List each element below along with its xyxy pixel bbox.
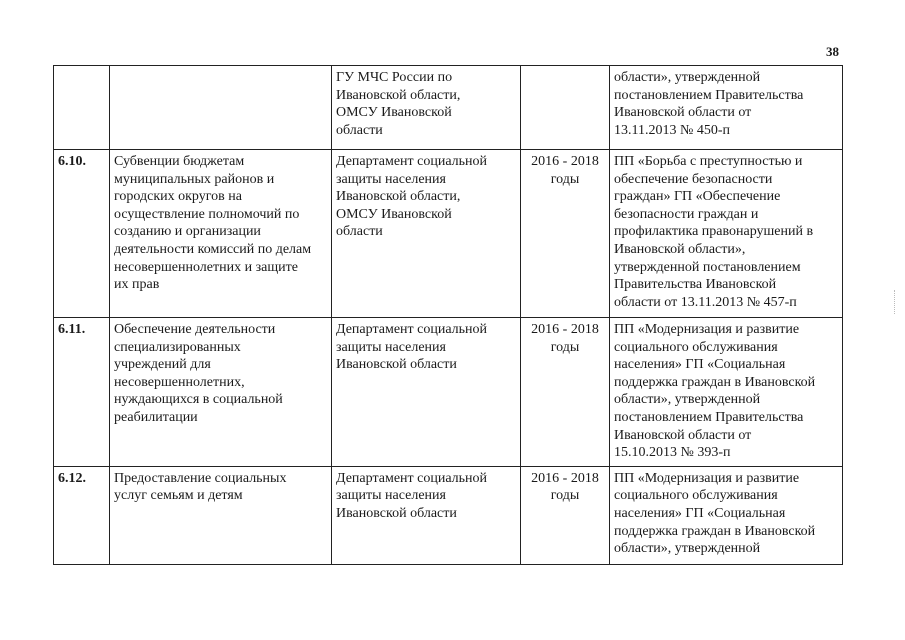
program-line: граждан» ГП «Обеспечение (614, 189, 781, 205)
executor-cell (332, 66, 521, 150)
term-line: 2016 - 2018 (531, 322, 599, 337)
description-line: деятельности комиссий по делам (114, 241, 312, 257)
executor-line: Департамент социальной (336, 154, 488, 169)
executor-cell (332, 318, 521, 467)
executor-line: области (336, 224, 383, 240)
program-line: социального обслуживания (614, 488, 778, 504)
scan-artifact (894, 290, 899, 314)
term-line: годы (550, 171, 580, 187)
program-line: постановлением Правительства (614, 87, 804, 103)
program-line: Правительства Ивановской (614, 277, 777, 293)
description-line: Обеспечение деятельности (114, 322, 276, 337)
term-cell (521, 466, 610, 564)
executor-line: ОМСУ Ивановской (336, 105, 452, 121)
executor-line: защиты населения (336, 488, 446, 504)
program-line: населения» ГП «Социальная (614, 357, 786, 373)
row-number-cell (54, 66, 110, 150)
description-cell (110, 318, 332, 467)
description-line: специализированных (114, 339, 241, 355)
executor-line: защиты населения (336, 339, 446, 355)
executor-line: Ивановской области (336, 505, 457, 521)
description-cell (110, 66, 332, 150)
program-line: области», утвержденной (614, 541, 761, 557)
program-line: Ивановской области от (614, 105, 752, 121)
table-row-continuation (54, 66, 843, 150)
executor-line: области (336, 122, 383, 138)
program-line: области», утвержденной (614, 70, 761, 85)
executor-line: Департамент социальной (336, 322, 488, 337)
description-line: учреждений для (114, 357, 211, 373)
table-row-6-11 (54, 318, 843, 467)
description-line: нуждающихся в социальной (114, 392, 283, 408)
row-number-cell: 6.12. (54, 466, 110, 564)
program-line: области», утвержденной (614, 392, 761, 408)
program-cell (610, 318, 843, 467)
program-cell (610, 66, 843, 150)
term-line: годы (550, 339, 580, 355)
measures-table (53, 65, 843, 565)
term-line: 2016 - 2018 (531, 154, 599, 169)
executor-line: Ивановской области (336, 357, 457, 373)
executor-line: Департамент социальной (336, 470, 488, 486)
row-number-cell: 6.11. (54, 318, 110, 467)
program-line: населения» ГП «Социальная (614, 505, 786, 521)
table-row-6-12 (54, 466, 843, 564)
table-row-6-10 (54, 150, 843, 318)
description-cell (110, 150, 332, 318)
program-line: профилактика правонарушений в (614, 224, 814, 240)
executor-cell (332, 466, 521, 564)
program-line: Ивановской области», (614, 241, 746, 257)
executor-line: ОМСУ Ивановской (336, 206, 452, 222)
term-cell (521, 66, 610, 150)
program-line: поддержка граждан в Ивановской (614, 523, 816, 539)
description-line: муниципальных районов и (114, 171, 275, 187)
description-line: Субвенции бюджетам (114, 154, 245, 169)
description-cell (110, 466, 332, 564)
description-line: осуществление полномочий по (114, 206, 300, 222)
description-line: услуг семьям и детям (114, 488, 243, 504)
executor-cell (332, 150, 521, 318)
description-line: Предоставление социальных (114, 470, 287, 486)
executor-line: Ивановской области, (336, 189, 461, 205)
program-line: ПП «Модернизация и развитие (614, 322, 800, 337)
description-line: созданию и организации (114, 224, 261, 240)
program-line: утвержденной постановлением (614, 259, 801, 275)
row-number-cell: 6.10. (54, 150, 110, 318)
description-line: их прав (114, 277, 160, 293)
description-line: городских округов на (114, 189, 242, 205)
program-line: социального обслуживания (614, 339, 778, 355)
executor-line: защиты населения (336, 171, 446, 187)
program-line: постановлением Правительства (614, 409, 804, 425)
program-line: 15.10.2013 № 393-п (614, 445, 731, 461)
program-line: 13.11.2013 № 450-п (614, 122, 730, 138)
program-line: обеспечение безопасности (614, 171, 773, 187)
program-cell (610, 466, 843, 564)
description-line: реабилитации (114, 409, 198, 425)
term-cell (521, 318, 610, 467)
term-line: 2016 - 2018 (531, 470, 599, 486)
page-number: 38 (826, 44, 839, 59)
description-line: несовершеннолетних, (114, 374, 245, 390)
executor-line: Ивановской области, (336, 87, 461, 103)
term-line: годы (550, 488, 580, 504)
program-line: безопасности граждан и (614, 206, 759, 222)
term-cell (521, 150, 610, 318)
program-line: ПП «Борьба с преступностью и (614, 154, 803, 169)
executor-line: ГУ МЧС России по (336, 70, 453, 85)
program-line: ПП «Модернизация и развитие (614, 470, 800, 486)
program-cell (610, 150, 843, 318)
program-line: Ивановской области от (614, 427, 752, 443)
program-line: области от 13.11.2013 № 457-п (614, 294, 797, 310)
program-line: поддержка граждан в Ивановской (614, 374, 816, 390)
description-line: несовершеннолетних и защите (114, 259, 298, 275)
